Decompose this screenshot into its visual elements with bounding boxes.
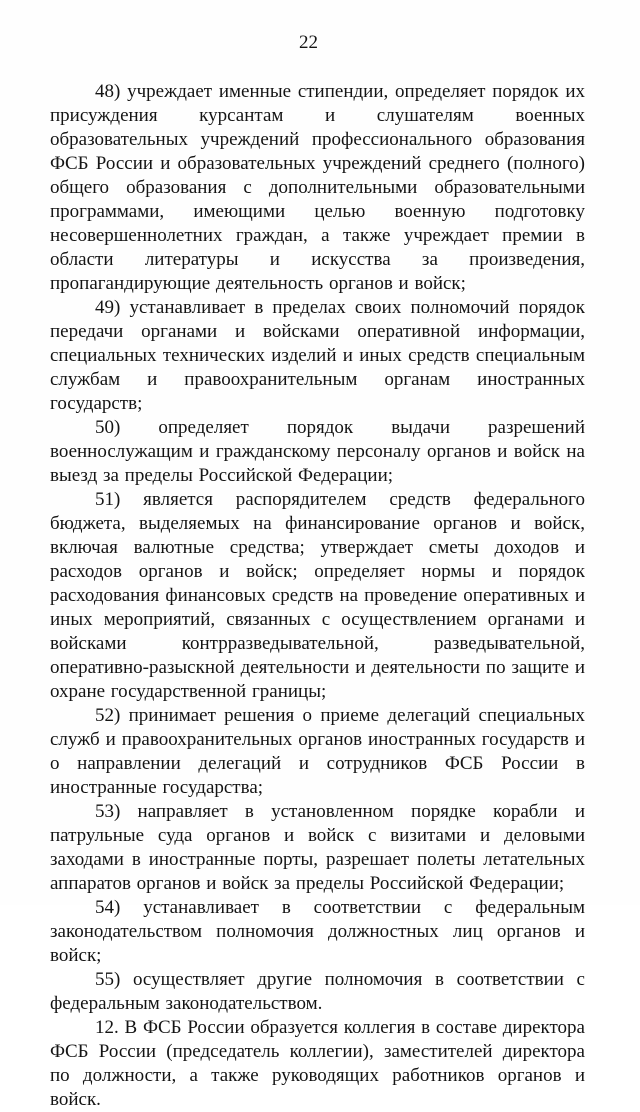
paragraph-50: 50) определяет порядок выдачи разрешений военнослужащим и гражданскому персоналу органов и войск на выезд за пределы Российской Федерации; (50, 417, 585, 486)
paragraph-52: 52) принимает решения о приеме делегаций специальных служб и правоохранительных органов иностранных государств и о направлении делегаций и сотрудников ФСБ России в иностранные государства; (50, 705, 585, 798)
paragraph-48: 48) учреждает именные стипендии, определяет порядок их присуждения курсантам и слушателям военных образовательных учреждений профессионального образования ФСБ России и образовательных учреждений среднего (полного) общего образования с дополнительными образовательными программами, имеющими целью военную подготовку несовершеннолетних граждан, а также учреждает премии в области литературы и искусства за произведения, пропагандирующие деятельность органов и войск; (50, 81, 585, 294)
page-number: 22 (299, 32, 318, 53)
paragraph-12: 12. В ФСБ России образуется коллегия в составе директора ФСБ России (председатель коллегии), заместителей директора по должности, а также руководящих работников органов и войск. (50, 1017, 585, 1110)
paragraph-54: 54) устанавливает в соответствии с федеральным законодательством полномочия должностных лиц органов и войск; (50, 897, 585, 966)
paragraph-51: 51) является распорядителем средств федерального бюджета, выделяемых на финансирование органов и войск, включая валютные средства; утверждает сметы доходов и расходов органов и войск; определяет нормы и порядок расходования финансовых средств на проведение оперативных и иных мероприятий, связанных с осуществлением органами и войсками контрразведывательной, разведывательной, оперативно-разыскной деятельности и деятельности по защите и охране государственной границы; (50, 489, 585, 702)
document-body (50, 80, 585, 1112)
paragraph-49: 49) устанавливает в пределах своих полномочий порядок передачи органами и войсками оперативной информации, специальных технических изделий и иных средств специальным службам и правоохранительным органам иностранных государств; (50, 297, 585, 414)
paragraph-53: 53) направляет в установленном порядке корабли и патрульные суда органов и войск с визитами и деловыми заходами в иностранные порты, разрешает полеты летательных аппаратов органов и войск за пределы Российской Федерации; (50, 801, 585, 894)
paragraph-55: 55) осуществляет другие полномочия в соответствии с федеральным законодательством. (50, 969, 585, 1014)
